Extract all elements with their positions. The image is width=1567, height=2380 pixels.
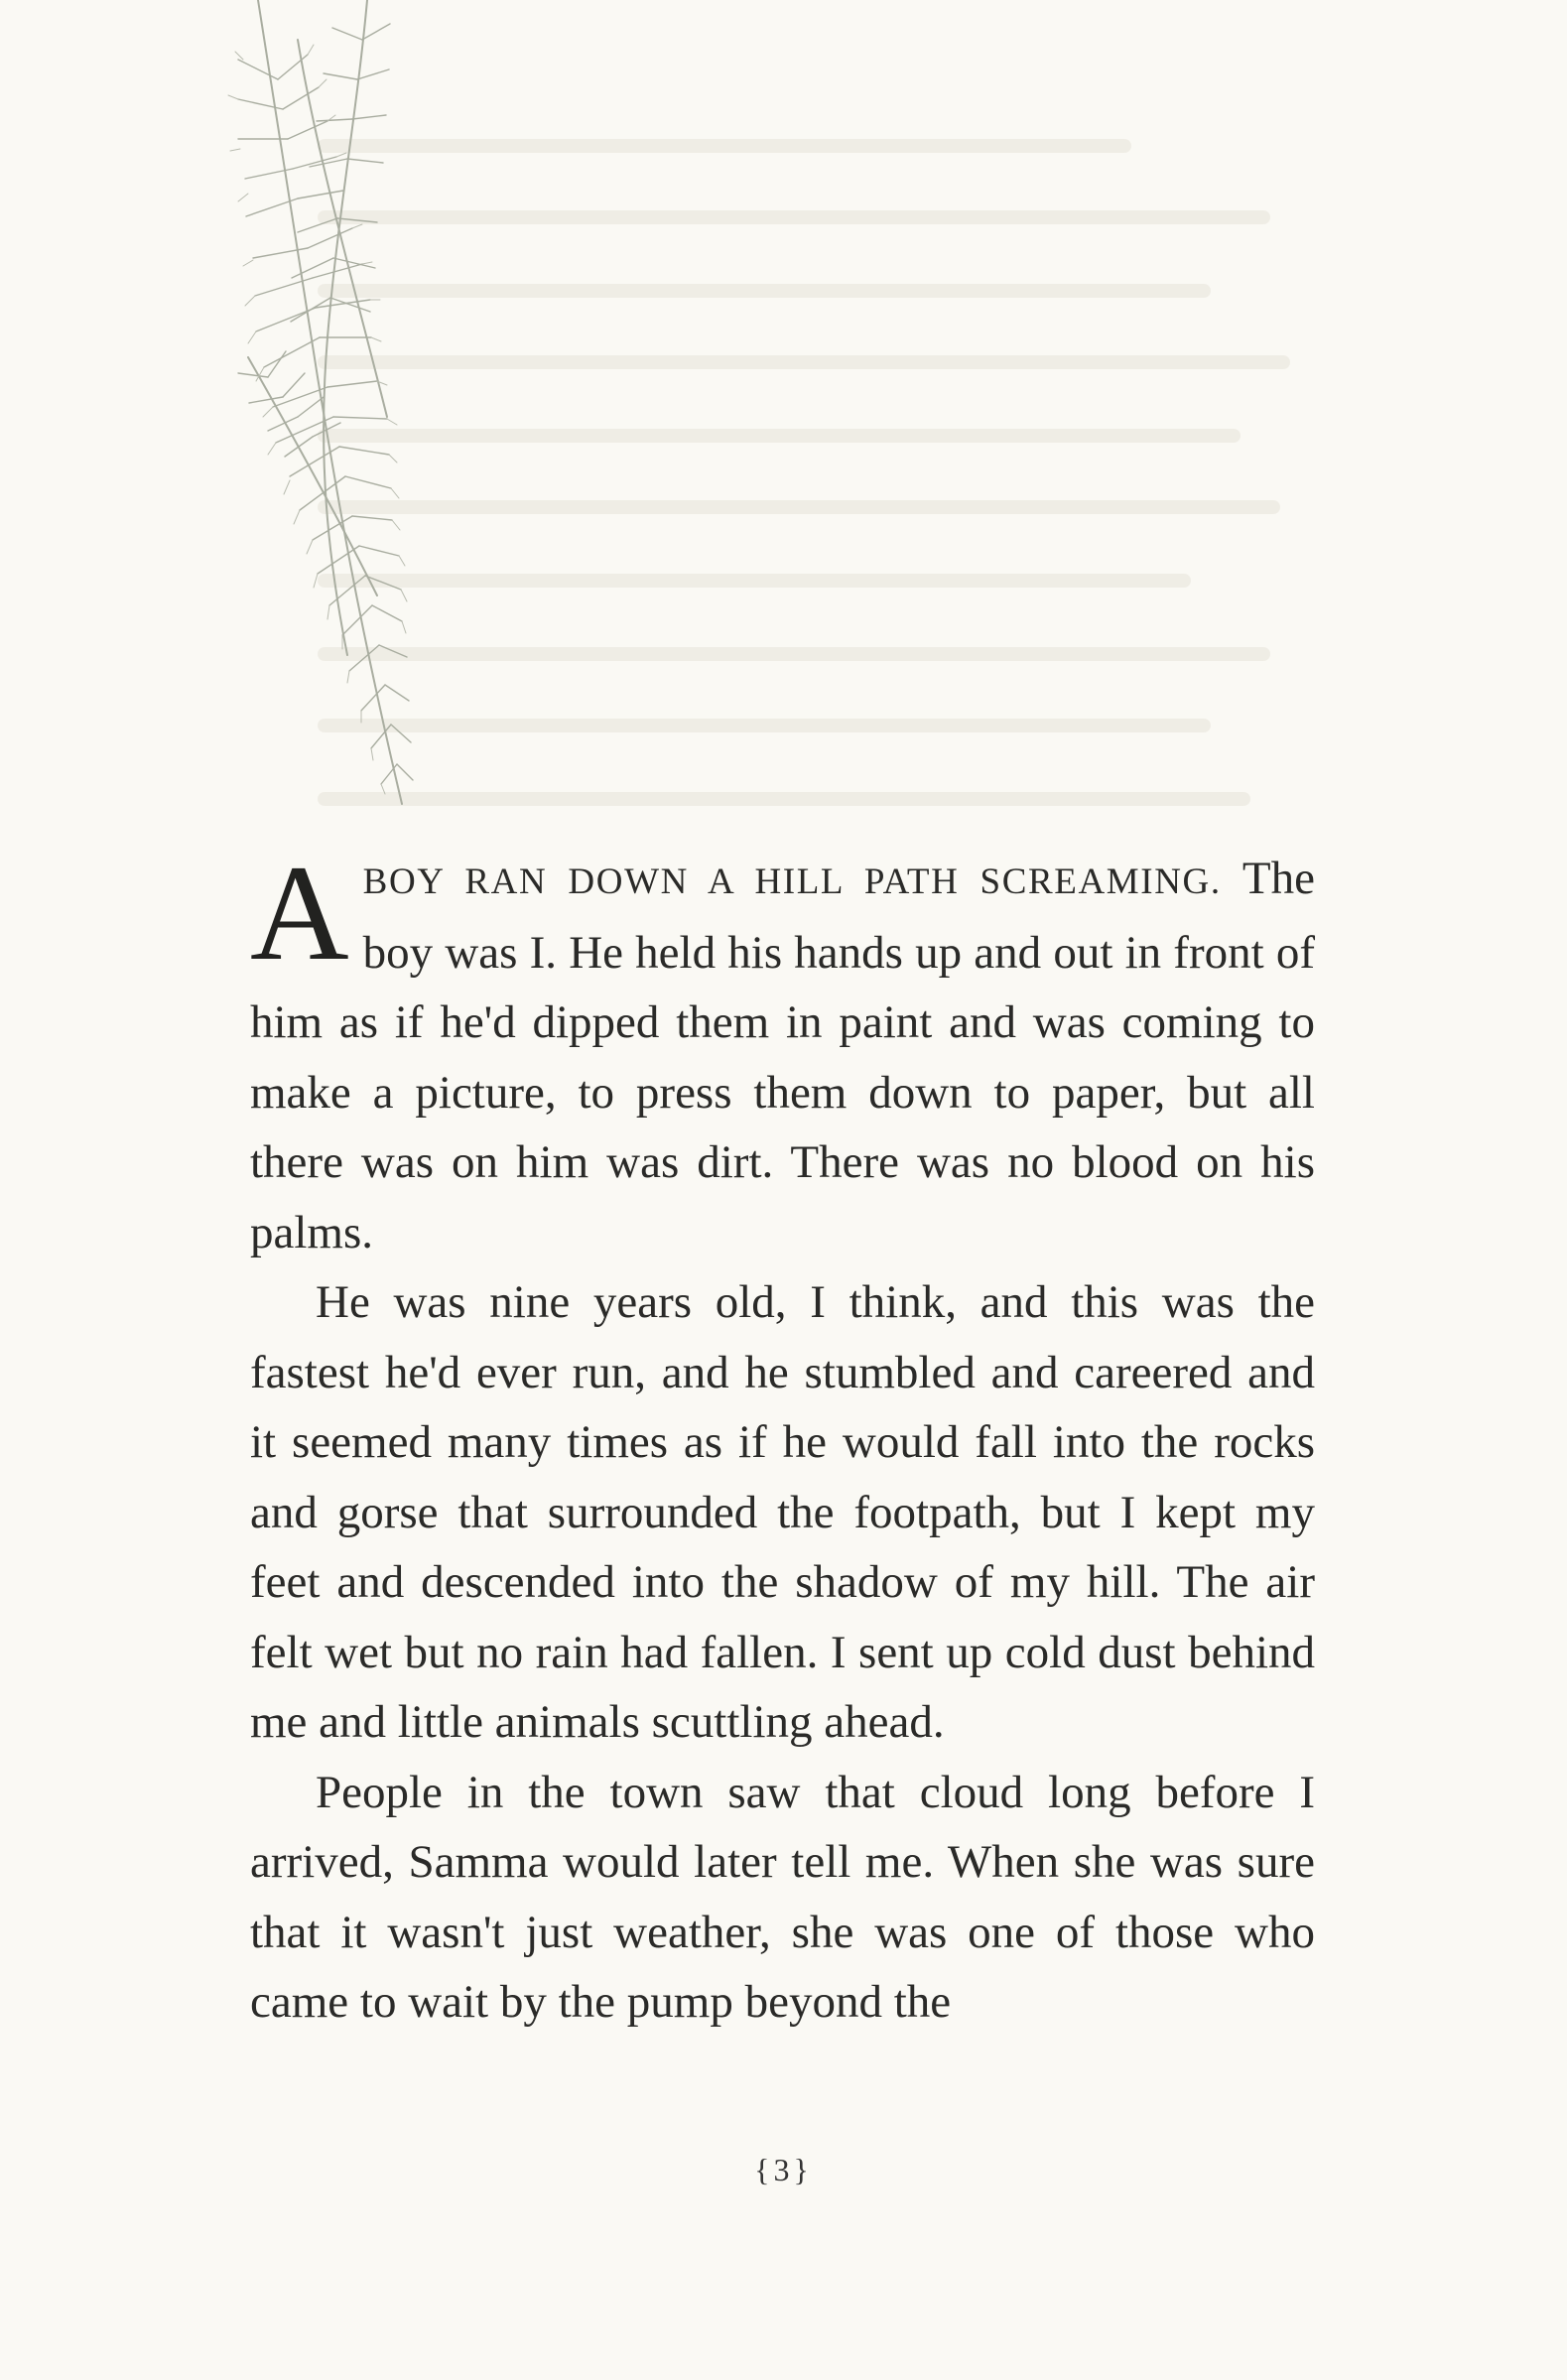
paragraph-1-text: The boy was I. He held his hands up and out in front of him as if he'd dipped them in paint and was coming to make a picture, to press them down to paper, but all there was on him was dirt. There was no blood on his palms. bbox=[250, 853, 1315, 1258]
opening-small-caps: BOY RAN DOWN A HILL PATH SCREAMING. bbox=[362, 861, 1222, 902]
paragraph-3: People in the town saw that cloud long before I arrived, Samma would later tell me. When she was sure that it wasn't just weather, she was one of those who came to wait by the pump beyond the bbox=[250, 1766, 1315, 2028]
paragraph-1 bbox=[250, 837, 1315, 1267]
page-number: {3} bbox=[754, 2152, 813, 2187]
body-text bbox=[250, 837, 1315, 2038]
drop-cap: A bbox=[250, 837, 349, 989]
fern-branch-illustration bbox=[189, 0, 486, 824]
paragraph-2: He was nine years old, I think, and this was the fastest he'd ever run, and he stumbled and careered and it seemed many times as if he would fall into the rocks and gorse that surrounded the footpath, but I kept my feet and descended into the shadow of my hill. The air felt wet but no rain had fallen. I sent up cold dust behind me and little animals scuttling ahead. bbox=[250, 1276, 1315, 1748]
